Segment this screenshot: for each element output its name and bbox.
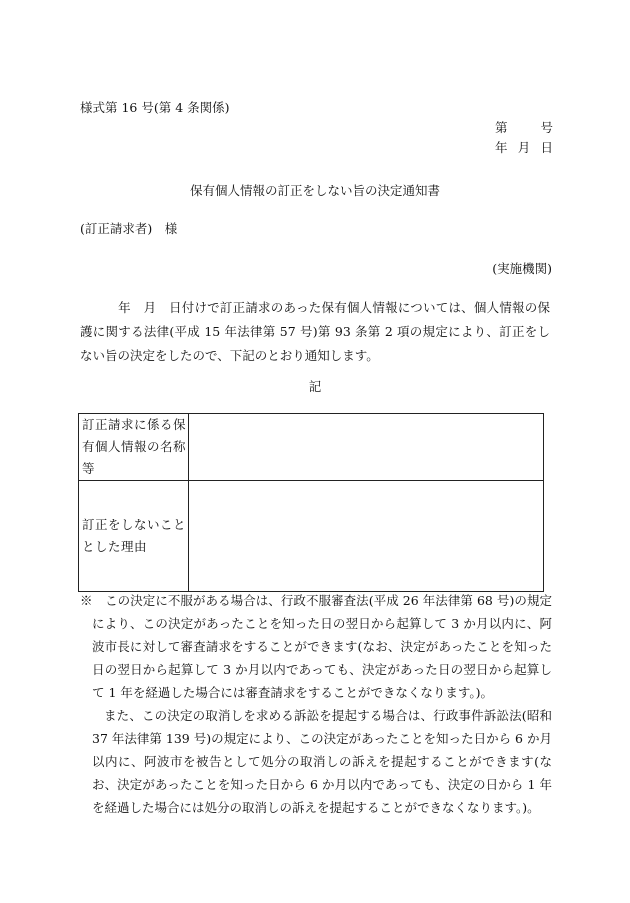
document-number — [495, 118, 553, 136]
document-title: 保有個人情報の訂正をしない旨の決定通知書 — [189, 183, 440, 198]
form-number: 様式第 16 号(第 4 条関係) — [80, 100, 230, 115]
number-prefix: 第 — [495, 120, 508, 135]
number-suffix: 号 — [540, 120, 553, 135]
row-label-info-name: 訂正請求に係る保有個人情報の名称等 — [79, 414, 189, 481]
note-appeal: ※ この決定に不服がある場合は、行政不服審査法(平成 26 年法律第 68 号)の規定により、この決定があったことを知った日の翌日から起算して 3 か月以内に、阿波市長に対して審査請求をすることができます(なお、決定があったことを知った日の翌日から起算して 3 か月以内であっても、決定があった日の翌日から起算して 1 年を経過した場合には審査請求をすることができなくなります。)。 — [80, 593, 552, 700]
body-paragraph: 年 月 日付けで訂正請求のあった保有個人情報については、個人情報の保護に関する法律(平成 15 年法律第 57 号)第 93 条第 2 項の規定により、訂正をしない旨の決定をしたので、下記のとおり通知します。 — [80, 300, 550, 363]
table-row — [79, 481, 544, 592]
note-lawsuit: また、この決定の取消しを求める訴訟を提起する場合は、行政事件訴訟法(昭和 37 年法律第 139 号)の規定により、この決定があったことを知った日から 6 か月以内に、阿波市を被告として処分の取消しの訴えを提起することができます(なお、決定があったことを知った日から 6 か月以内であっても、決定の日から 1 年を経過した場合には処分の取消しの訴えを提起することができなくなります。)。 — [92, 708, 552, 815]
ki-heading: 記 — [308, 379, 322, 394]
record-table — [78, 413, 544, 592]
document-date — [495, 138, 553, 156]
row-value-reason — [189, 481, 544, 592]
date-day: 日 — [540, 140, 553, 155]
row-value-info-name — [189, 414, 544, 481]
implementing-agency: (実施機関) — [492, 261, 552, 276]
notes — [80, 589, 552, 819]
date-month: 月 — [517, 140, 531, 155]
table-row — [79, 414, 544, 481]
addressee: (訂正請求者) 様 — [80, 221, 178, 236]
date-year: 年 — [495, 140, 508, 155]
row-label-reason: 訂正をしないこととした理由 — [79, 481, 189, 592]
